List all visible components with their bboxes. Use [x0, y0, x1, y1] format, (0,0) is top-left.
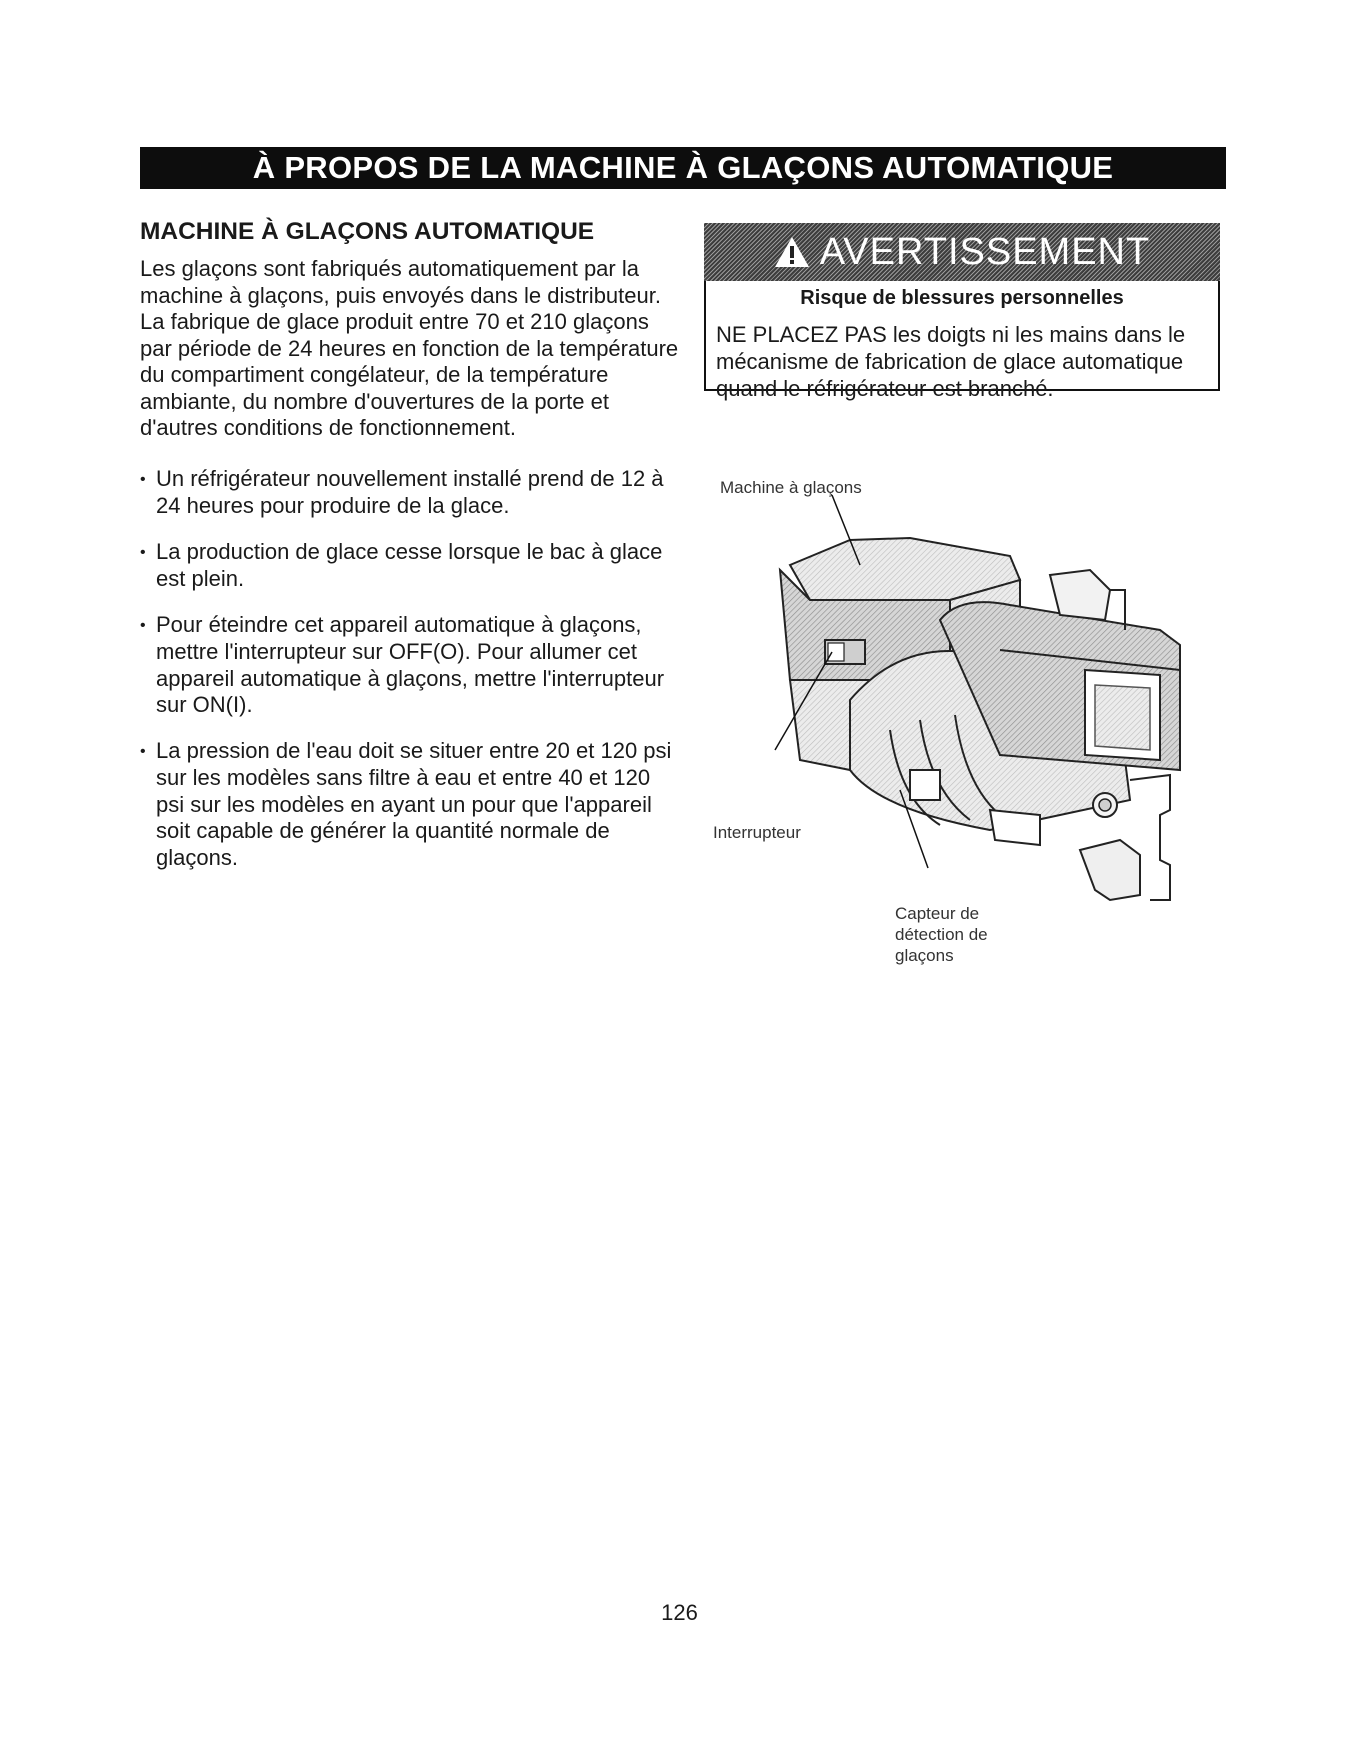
list-item: • La production de glace cesse lorsque le bac à glace est plein.	[140, 539, 680, 593]
warning-title: AVERTISSEMENT	[819, 230, 1151, 273]
bullet-list	[140, 466, 680, 872]
ice-maker-label: Machine à glaçons	[720, 478, 862, 497]
warning-subtitle: Risque de blessures personnelles	[800, 287, 1124, 309]
warning-header	[704, 223, 1220, 281]
list-item: • Un réfrigérateur nouvellement installé prend de 12 à 24 heures pour produire de la glace.	[140, 466, 680, 520]
sensor-label-line2: détection de	[895, 925, 988, 944]
sensor-label-line1: Capteur de	[895, 904, 980, 923]
warning-triangle-icon	[774, 236, 810, 268]
page-number: 126	[661, 1600, 698, 1625]
list-item: • Pour éteindre cet appareil automatique à glaçons, mettre l'interrupteur sur OFF(O). Pour allumer cet appareil automatique à glaçons, mettre l'interrupteur sur ON(I).	[140, 612, 680, 719]
main-content	[140, 218, 680, 890]
switch-label: Interrupteur	[713, 823, 801, 842]
list-item: • La pression de l'eau doit se situer entre 20 et 120 psi sur les modèles sans filtre à eau et entre 40 et 120 psi sur les modèles en ayant un pour que l'appareil soit capable de générer la quantité normale de glaçons.	[140, 738, 680, 872]
warning-text: NE PLACEZ PAS les doigts ni les mains dans le mécanisme de fabrication de glace automatique quand le réfrigérateur est branché.	[716, 322, 1186, 401]
section-heading: MACHINE À GLAÇONS AUTOMATIQUE	[140, 218, 595, 245]
page-title: À PROPOS DE LA MACHINE À GLAÇONS AUTOMATIQUE	[140, 147, 1226, 189]
intro-paragraph: Les glaçons sont fabriqués automatiquement par la machine à glaçons, puis envoyés dans le distributeur. La fabrique de glace produit entre 70 et 210 glaçons par période de 24 heures en fonction de la température du compartiment congélateur, de la température ambiante, du nombre d'ouvertures de la porte et d'autres conditions de fonctionnement.	[140, 256, 679, 440]
sensor-label-line3: glaçons	[895, 946, 954, 965]
